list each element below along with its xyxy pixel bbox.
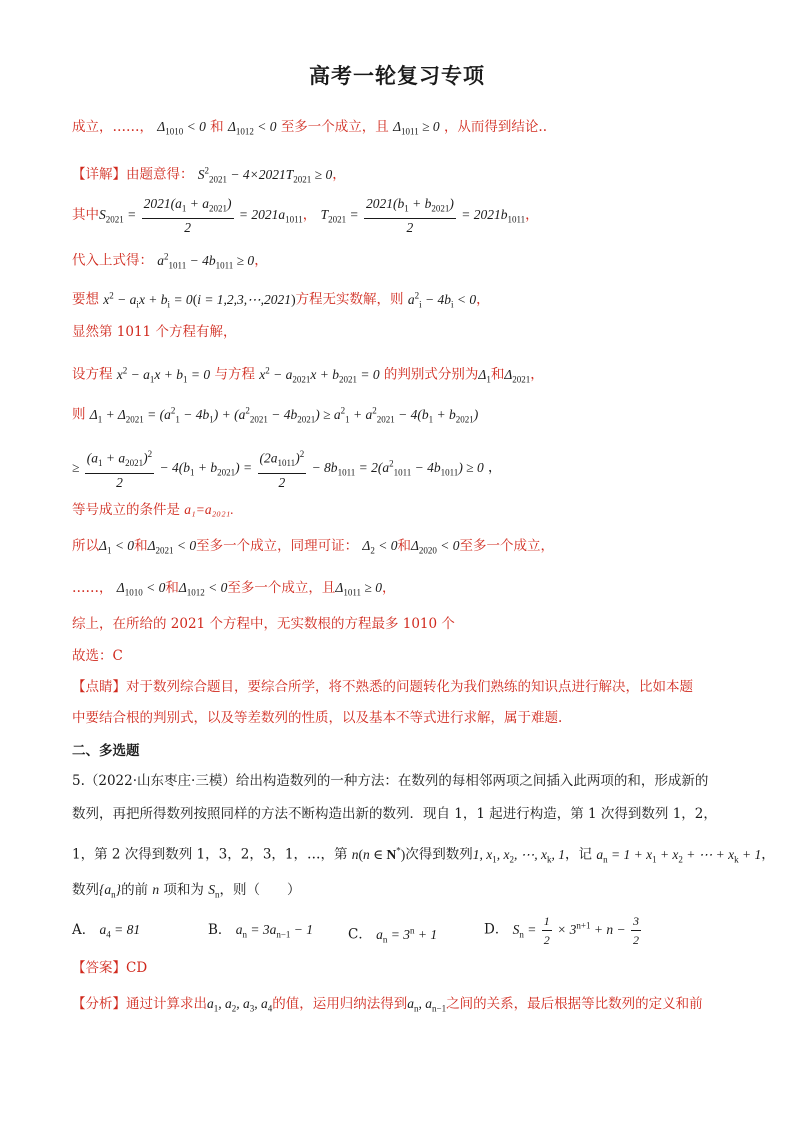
text-line: 成立，……， $\Delta_{1010} < 0$ 和 $\Delta_{1012} < 0$ 至多一个成立，且 $\Delta_{1011} \ge 0$ ，从而得到结论.. — [72, 119, 548, 137]
question-text: 1，第 2 次得到数列 1，3，2，3，1，…，第 n(n ∈ N*)次得到数列1, $x_1$, $x_2$, ⋯, $x_k$, 1，记 $a_n = 1 + x_1 + x_2$ + ⋯ + $x_k + 1$， — [72, 845, 775, 865]
text-span: 与方程 — [214, 366, 255, 383]
option-label: D． — [484, 921, 509, 938]
text-span: 的值，运用归纳法得到 — [272, 996, 408, 1012]
text-span: 的前 — [121, 882, 149, 898]
text-line: 综上，在所给的 2021 个方程中，无实数根的方程最多 1010 个 — [72, 616, 455, 632]
text-line: 故选：C — [72, 648, 123, 664]
remark-label: 【点睛】 — [72, 679, 126, 695]
text-span: 项和为 — [163, 882, 204, 898]
text-line: 设方程 $x^2 - a_1x + b_1 = 0$ 与方程 $x^2 - a_{2021}x + b_{2021} = 0$ 的判别式分别为$\Delta_1$和$\Delta_{2021}$， — [72, 365, 544, 385]
text-span: ，则（ ） — [219, 882, 301, 898]
text-line: 中要结合根的判别式，以及等差数列的性质，以及基本不等式进行求解，属于难题. — [72, 710, 563, 726]
text-line: 其中$S_{2021}$ = $\frac{2021(a_1 + a_{2021})}{2}$ = $2021a_{1011}$， $T_{2021}$ = $\frac{2021(b_1 + b_{2021})}{2}$ = $2021b_{1011}$， — [72, 196, 539, 235]
text-span: 至多一个成立， — [459, 538, 555, 554]
text-span: 次得到数列 — [405, 846, 473, 863]
section-heading: 二、多选题 — [72, 743, 140, 759]
options-row — [72, 914, 732, 950]
text-line: 要想 $x^2 - a_ix + b_i = 0(i$ = 1,2,3,⋯,2021)方程无实数解，则 $a^2_i - 4b_i < 0$， — [72, 290, 490, 310]
option-label: A． — [72, 922, 96, 938]
answer-line — [72, 958, 732, 978]
answer-label: 【答案】 — [72, 960, 126, 976]
text-span: 其中 — [72, 207, 99, 223]
text-span: 要想 — [72, 291, 99, 308]
text-span: ，记 — [565, 846, 593, 863]
option-c: C． $a_n = 3^n + 1$ — [348, 925, 438, 945]
page-title: 高考一轮复习专项 — [309, 64, 485, 88]
text-span: 的判别式分别为 — [383, 366, 479, 383]
analysis-label: 【分析】 — [72, 996, 126, 1012]
option-b: B． $a_n = 3a_{n-1} - 1$ — [208, 922, 314, 940]
text-span: 至多一个成立，同理可证： — [196, 538, 359, 554]
question-text: 数列，再把所得数列按照同样的方法不断构造出新的数列．现自 1，1 起进行构造，第 1 次得到数列 1，2， — [72, 806, 717, 822]
text-span: 至多一个成立，且 — [280, 119, 389, 135]
question-text: 5.（2022·山东枣庄·三模）给出构造数列的一种方法：在数列的每相邻两项之间插入此两项的和，形成新的 — [72, 773, 709, 789]
text-span: 和 — [134, 538, 148, 554]
text-span: 设方程 — [72, 366, 113, 383]
text-span: 1，第 2 次得到数列 1，3，2，3，1，…，第 — [72, 846, 348, 863]
option-d: D． $S_n$ = $\frac{1}{2}$ × $3^{n+1} + n$ − $\frac{3}{2}$ — [484, 914, 639, 947]
math-line: ≥ $\frac{(a_1 + a_{2021})^2}{2}$ − $4(b_1 + b_{2021})$ = $\frac{(2a_{1011})^2}{2}$ − $8b_{1011} = 2(a^2_{1011} - 4b_{1011}) \ge 0$ ， — [72, 440, 732, 495]
text-span: 由题意得： — [126, 166, 194, 183]
text-span: 至多一个成立，且 — [227, 580, 336, 596]
text-line: 显然第 1011 个方程有解， — [72, 324, 237, 340]
option-a: A． $a_4 = 81$ — [72, 922, 141, 940]
option-label: C． — [348, 926, 372, 943]
answer-value: CD — [126, 960, 148, 976]
detail-label: 【详解】 — [72, 166, 126, 183]
text-line: 【详解】由题意得： $S^2_{2021} - 4\times 2021T_{2021} \ge 0$， — [72, 165, 346, 185]
option-label: B． — [208, 922, 232, 938]
text-line: ……， $\Delta_{1010} < 0$和$\Delta_{1012} < 0$至多一个成立，且$\Delta_{1011} \ge 0$， — [72, 580, 396, 598]
text-span: 等号成立的条件是 — [72, 502, 180, 518]
text-span: 则 — [72, 406, 86, 423]
text-span: 对于数列综合题目，要综合所学，将不熟悉的问题转化为我们熟练的知识点进行解决，比如本题 — [126, 679, 693, 695]
text-span: 通过计算求出 — [126, 996, 207, 1012]
text-span: 代入上式得： — [72, 252, 153, 269]
text-span: ，从而得到结论.. — [443, 119, 548, 135]
text-span: 所以 — [72, 538, 99, 554]
text-line: 代入上式得： $a^2_{1011} - 4b_{1011} \ge 0$， — [72, 251, 268, 271]
text-line: 则 $\Delta_1 + \Delta_{2021} = (a^2_1 - 4b_1) + (a^2_{2021} - 4b_{2021}) \ge a^2_1 + a^2_{2021} - 4(b_1 + b_{2021})$ — [72, 405, 479, 425]
text-span: 和 — [490, 366, 505, 383]
text-span: 之间的关系，最后根据等比数列的定义和前 — [446, 996, 703, 1012]
text-span: ……， — [72, 580, 113, 596]
text-span: 和 — [210, 119, 224, 135]
text-span: 数列 — [72, 882, 99, 898]
text-span: 成立，……， — [72, 119, 153, 135]
question-text: 数列$\{a_n\}$的前 n 项和为 $S_n$，则（ ） — [72, 882, 301, 900]
text-span: 和 — [165, 580, 179, 596]
text-line: 所以$\Delta_1 < 0$和$\Delta_{2021} < 0$至多一个成立，同理可证： $\Delta_2 < 0$和$\Delta_{2020} < 0$至多一个成立， — [72, 538, 555, 556]
text-span: a₁=a₂₀₂₁. — [184, 502, 234, 517]
analysis-line: 【分析】通过计算求出$a_1$, $a_2$, $a_3$, $a_4$的值，运用归纳法得到$a_n$, $a_{n-1}$之间的关系，最后根据等比数列的定义和前 — [72, 996, 703, 1014]
text-span: 方程无实数解，则 — [295, 291, 404, 308]
text-line — [72, 677, 732, 697]
text-span: 和 — [397, 538, 411, 554]
text-line — [72, 500, 732, 520]
